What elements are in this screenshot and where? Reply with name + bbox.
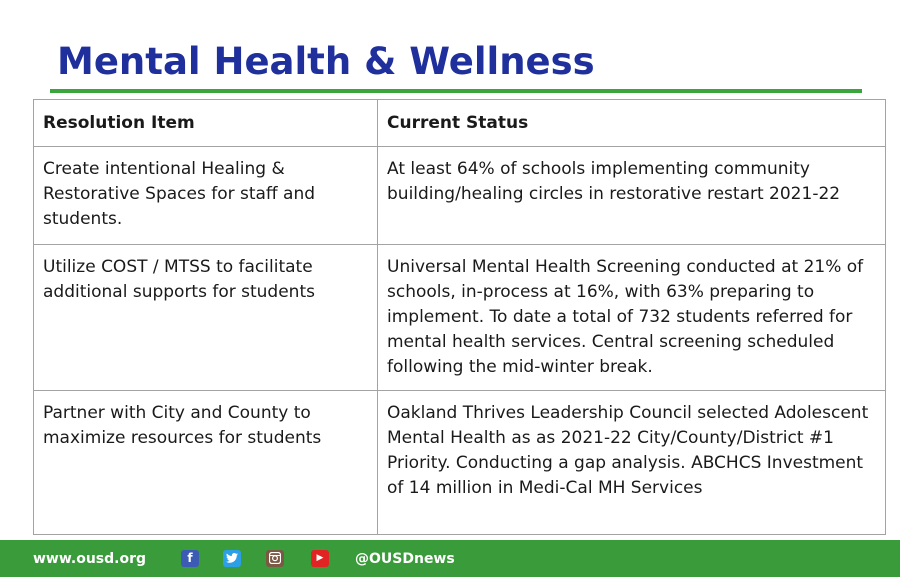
table-row [34,147,886,245]
current-status-cell: Oakland Thrives Leadership Council selected Adolescent Mental Health as as 2021-22 City/County/District #1 Priority. Conducting a gap analysis. ABCHCS Investment of 14 million in Medi-Cal MH Services [378,391,886,535]
website-link[interactable]: www.ousd.org [33,551,147,567]
twitter-icon[interactable] [223,550,241,567]
youtube-icon[interactable]: ▶ [311,550,329,567]
footer-bar [0,540,900,577]
slide-title: Mental Health & Wellness [57,40,595,83]
resolution-item-cell: Utilize COST / MTSS to facilitate additional supports for students [34,245,378,391]
instagram-camera-glyph [269,552,281,564]
twitter-bird-glyph [226,553,238,563]
twitter-handle[interactable]: @OUSDnews [355,551,455,567]
resolution-item-cell: Partner with City and County to maximize resources for students [34,391,378,535]
current-status-cell: Universal Mental Health Screening conducted at 21% of schools, in-process at 16%, with 63% preparing to implement. To date a total of 732 students referred for mental health services. Central screening scheduled following the mid-winter break. [378,245,886,391]
title-underline [50,89,862,93]
instagram-icon[interactable] [266,550,284,567]
current-status-cell: At least 64% of schools implementing community building/healing circles in restorative restart 2021-22 [378,147,886,245]
resolution-status-table [33,99,886,535]
facebook-icon[interactable]: f [181,550,199,567]
header-current-status: Current Status [378,100,886,147]
table-row [34,391,886,535]
resolution-item-cell: Create intentional Healing & Restorative Spaces for staff and students. [34,147,378,245]
table-row [34,245,886,391]
header-resolution-item: Resolution Item [34,100,378,147]
table-header-row [34,100,886,147]
